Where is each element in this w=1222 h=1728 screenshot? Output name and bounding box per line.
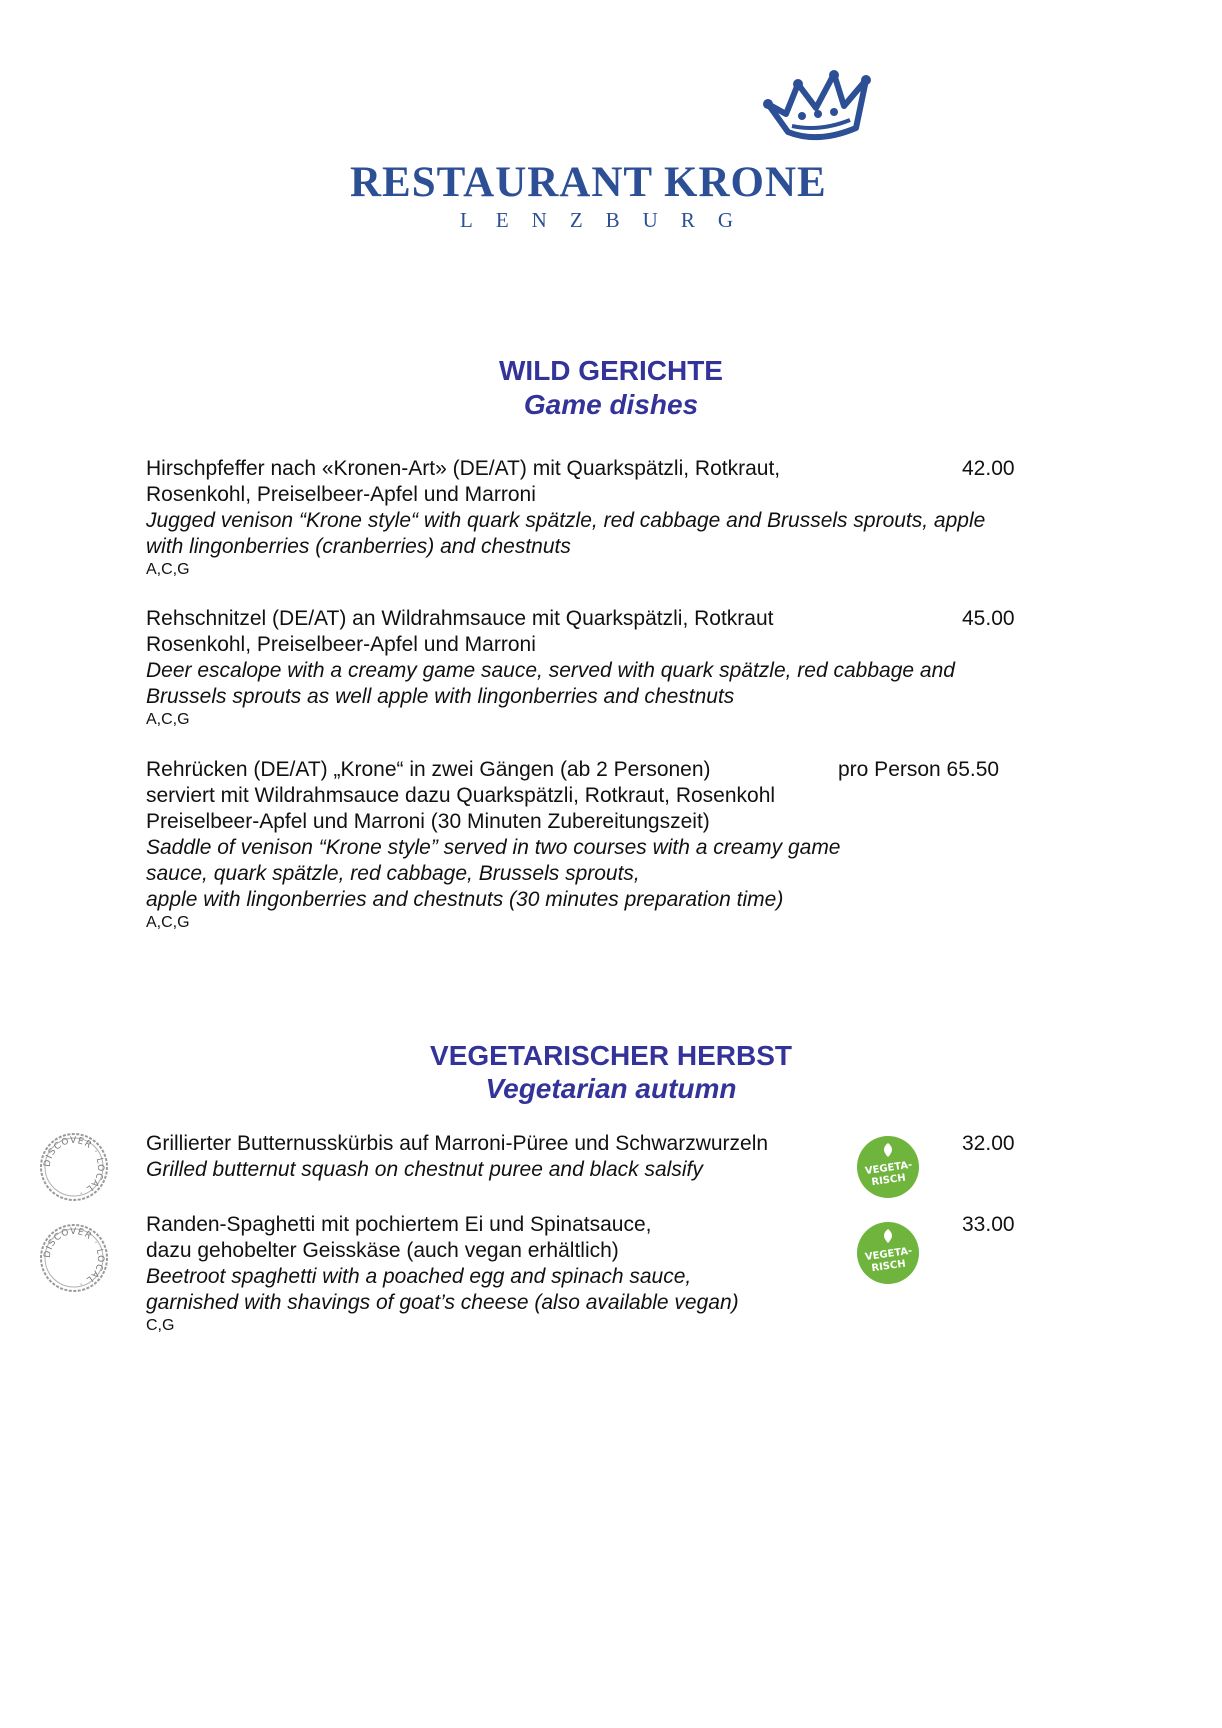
discover-local-text: DISCOVER · LOCAL · xyxy=(42,1135,106,1198)
dish-translation-line: Saddle of venison “Krone style” served in two courses with a creamy game xyxy=(146,836,841,859)
dish-allergens: A,C,G xyxy=(146,914,190,931)
svg-text:DISCOVER · LOCAL · xyxy=(43,1136,105,1198)
vegetarian-badge-text: RISCH xyxy=(870,1258,907,1275)
dish-translation-line: with lingonberries (cranberries) and chestnuts xyxy=(146,535,571,558)
dish-name-line: Rosenkohl, Preiselbeer-Apfel und Marroni xyxy=(146,633,536,656)
section-title-game: WILD GERICHTE xyxy=(499,355,723,386)
discover-local-badge-icon xyxy=(38,1131,110,1203)
dish-translation-line: Grilled butternut squash on chestnut puree and black salsify xyxy=(146,1158,703,1181)
restaurant-location: LENZBURG xyxy=(460,208,756,232)
section-subtitle-vegetarian: Vegetarian autumn xyxy=(485,1073,737,1104)
dish-translation-line: Deer escalope with a creamy game sauce, served with quark spätzle, red cabbage and xyxy=(146,659,955,682)
dish-item xyxy=(146,757,1066,933)
vegetarian-badge-icon xyxy=(856,1221,920,1285)
dish-translation-line: Jugged venison “Krone style“ with quark spätzle, red cabbage and Brussels sprouts, apple xyxy=(146,509,986,532)
dish-translation-line: Beetroot spaghetti with a poached egg and spinach sauce, xyxy=(146,1265,692,1288)
dish-name-line: dazu gehobelter Geisskäse (auch vegan erhältlich) xyxy=(146,1239,619,1262)
dish-allergens: A,C,G xyxy=(146,561,190,578)
dish-item xyxy=(146,456,1066,580)
vegetarian-badge-text: VEGETA- xyxy=(864,1159,913,1178)
dish-name-line: Rehrücken (DE/AT) „Krone“ in zwei Gängen (ab 2 Personen) xyxy=(146,758,711,781)
dish-name-line: serviert mit Wildrahmsauce dazu Quarkspätzli, Rotkraut, Rosenkohl xyxy=(146,784,776,807)
crown-icon xyxy=(758,70,878,150)
dish-price: 32.00 xyxy=(962,1132,1015,1155)
vegetarian-badge-icon xyxy=(856,1135,920,1199)
dish-name-line: Grillierter Butternusskürbis auf Marroni-Püree und Schwarzwurzeln xyxy=(146,1132,769,1155)
section-subtitle-game: Game dishes xyxy=(523,389,699,420)
dish-name-line: Rehschnitzel (DE/AT) an Wildrahmsauce mit Quarkspätzli, Rotkraut xyxy=(146,607,774,630)
dish-allergens: C,G xyxy=(146,1317,175,1334)
dish-item xyxy=(146,1131,1066,1183)
dish-allergens: A,C,G xyxy=(146,711,190,728)
dish-name-line: Hirschpfeffer nach «Kronen-Art» (DE/AT) mit Quarkspätzli, Rotkraut, xyxy=(146,457,781,480)
dish-translation-line: sauce, quark spätzle, red cabbage, Brussels sprouts, xyxy=(146,862,640,885)
discover-local-badge-icon xyxy=(38,1222,110,1294)
dish-price: 45.00 xyxy=(962,607,1015,630)
vegetarian-badge-text: VEGETA- xyxy=(864,1245,913,1264)
dish-translation-line: Brussels sprouts as well apple with lingonberries and chestnuts xyxy=(146,685,735,708)
dish-price: 42.00 xyxy=(962,457,1015,480)
dish-name-line: Preiselbeer-Apfel und Marroni (30 Minuten Zubereitungszeit) xyxy=(146,810,710,833)
dish-item xyxy=(146,1212,1066,1336)
dish-translation-line: garnished with shavings of goat’s cheese (also available vegan) xyxy=(146,1291,739,1314)
discover-local-text: DISCOVER · LOCAL · xyxy=(42,1226,106,1289)
section-title-vegetarian: VEGETARISCHER HERBST xyxy=(430,1040,792,1071)
dish-translation-line: apple with lingonberries and chestnuts (30 minutes preparation time) xyxy=(146,888,784,911)
svg-text:DISCOVER · LOCAL · xyxy=(43,1227,105,1289)
vegetarian-badge-text: RISCH xyxy=(870,1172,907,1189)
dish-item xyxy=(146,606,1066,730)
restaurant-name: RESTAURANT KRONE xyxy=(350,159,827,206)
dish-price: 33.00 xyxy=(962,1213,1015,1236)
dish-name-line: Randen-Spaghetti mit pochiertem Ei und Spinatsauce, xyxy=(146,1213,652,1236)
dish-price: pro Person 65.50 xyxy=(838,758,1000,781)
dish-name-line: Rosenkohl, Preiselbeer-Apfel und Marroni xyxy=(146,483,536,506)
